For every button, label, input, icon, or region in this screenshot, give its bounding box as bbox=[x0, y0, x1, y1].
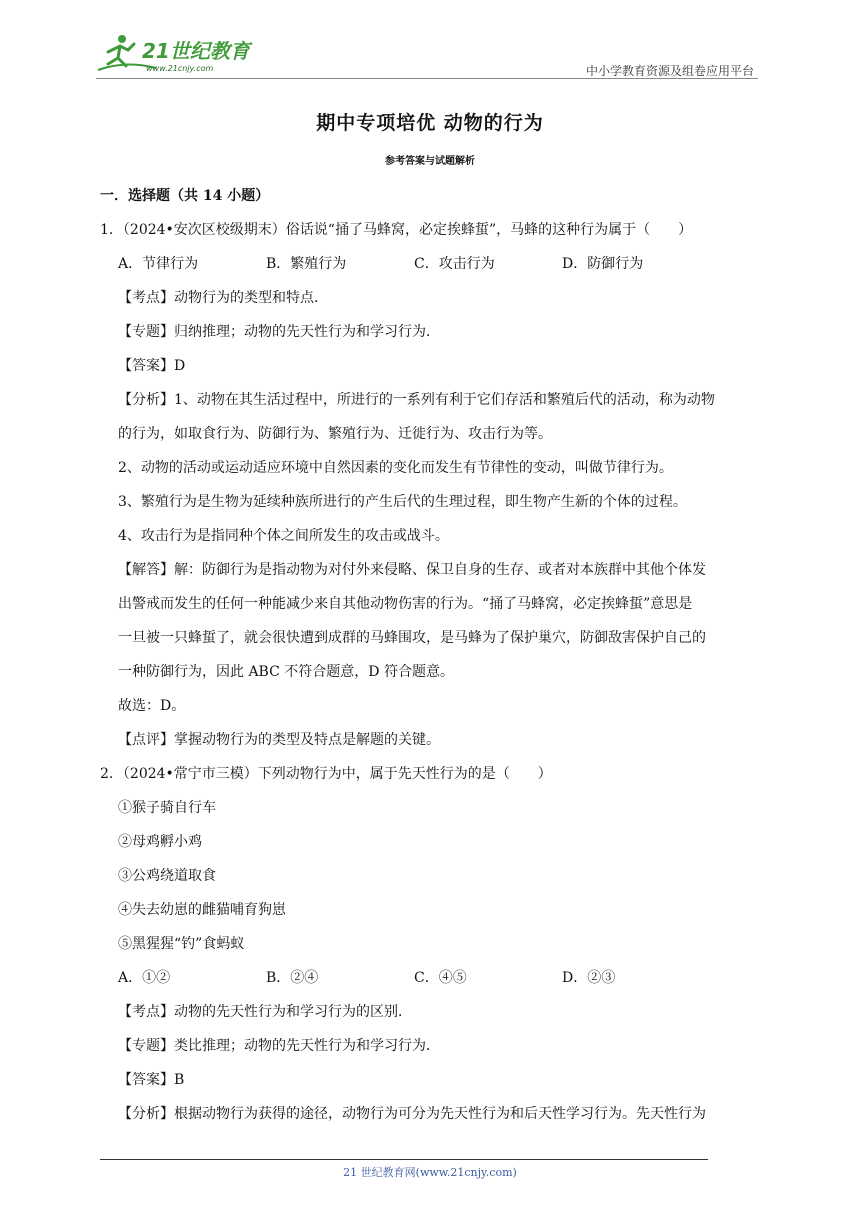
q1-comment: 【点评】掌握动物行为的类型及特点是解题的关键。 bbox=[118, 732, 440, 748]
option-c: C．④⑤ bbox=[414, 970, 467, 986]
option-c: C．攻击行为 bbox=[414, 256, 495, 272]
q1-analysis-line: 4、攻击行为是指同种个体之间所发生的攻击或战斗。 bbox=[118, 528, 449, 544]
platform-name: 中小学教育资源及组卷应用平台 bbox=[585, 64, 754, 78]
option-b: B．②④ bbox=[266, 970, 319, 986]
logo-wordmark: 21世纪教育 bbox=[142, 39, 250, 63]
footer-text: 21 世纪教育网(www.21cnjy.com) bbox=[343, 1166, 517, 1179]
q1-solution-line: 【解答】解：防御行为是指动物为对付外来侵略、保卫自身的生存、或者对本族群中其他个体发 bbox=[118, 562, 706, 578]
q2-zhuanti: 【专题】类比推理；动物的先天性行为和学习行为． bbox=[118, 1038, 440, 1054]
q2-analysis-line: 【分析】根据动物行为获得的途径，动物行为可分为先天性行为和后天性学习行为。先天性行为 bbox=[118, 1106, 706, 1122]
q1-analysis-line: 的行为，如取食行为、防御行为、繁殖行为、迁徙行为、攻击行为等。 bbox=[118, 426, 552, 442]
option-d: D．防御行为 bbox=[562, 256, 644, 272]
logo bbox=[96, 30, 266, 76]
q2-item: ④失去幼崽的雌猫哺育狗崽 bbox=[118, 902, 286, 918]
question-1-stem: 1．（2024•安次区校级期末）俗话说“捅了马蜂窝，必定挨蜂蜇”，马蜂的这种行为属于（ ） bbox=[100, 222, 693, 238]
q1-answer: 【答案】D bbox=[118, 358, 186, 374]
q2-item: ②母鸡孵小鸡 bbox=[118, 834, 202, 850]
q1-kaodian: 【考点】动物行为的类型和特点． bbox=[118, 290, 328, 306]
q2-kaodian: 【考点】动物的先天性行为和学习行为的区别． bbox=[118, 1004, 412, 1020]
option-b: B．繁殖行为 bbox=[266, 256, 347, 272]
page-title: 期中专项培优 动物的行为 bbox=[316, 112, 544, 134]
header-divider bbox=[96, 78, 758, 79]
question-2-stem: 2．（2024•常宁市三模）下列动物行为中，属于先天性行为的是（ ） bbox=[100, 766, 552, 782]
q2-item: ①猴子骑自行车 bbox=[118, 800, 216, 816]
page-header bbox=[96, 30, 758, 80]
q2-answer: 【答案】B bbox=[118, 1072, 185, 1088]
option-a: A．①② bbox=[118, 970, 171, 986]
document-body bbox=[100, 184, 764, 1136]
q1-solution-line: 一种防御行为，因此 ABC 不符合题意，D 符合题意。 bbox=[118, 664, 454, 680]
q1-solution-line: 出警戒而发生的任何一种能减少来自其他动物伤害的行为。“捅了马蜂窝，必定挨蜂蜇”意思是 bbox=[118, 596, 693, 612]
logo-url: www.21cnjy.com bbox=[146, 64, 214, 73]
footer-divider bbox=[100, 1159, 708, 1160]
q1-analysis-line: 【分析】1、动物在其生活过程中，所进行的一系列有利于它们存活和繁殖后代的活动，称为动物 bbox=[118, 392, 715, 408]
option-a: A．节律行为 bbox=[118, 256, 199, 272]
q1-zhuanti: 【专题】归纳推理；动物的先天性行为和学习行为． bbox=[118, 324, 440, 340]
q2-item: ③公鸡绕道取食 bbox=[118, 868, 216, 884]
option-d: D．②③ bbox=[562, 970, 616, 986]
section-heading: 一．选择题（共 14 小题） bbox=[100, 188, 270, 204]
q2-item: ⑤黑猩猩“钓”食蚂蚁 bbox=[118, 936, 245, 952]
q1-solution-line: 一旦被一只蜂蜇了，就会很快遭到成群的马蜂围攻，是马蜂为了保护巢穴，防御敌害保护自己的 bbox=[118, 630, 706, 646]
question-2-options bbox=[100, 966, 764, 1000]
q1-analysis-line: 2、动物的活动或运动适应环境中自然因素的变化而发生有节律性的变动，叫做节律行为。 bbox=[118, 460, 673, 476]
question-1-options bbox=[100, 252, 764, 286]
q1-analysis-line: 3、繁殖行为是生物为延续种族所进行的产生后代的生理过程，即生物产生新的个体的过程。 bbox=[118, 494, 687, 510]
page-subtitle: 参考答案与试题解析 bbox=[385, 156, 475, 167]
q1-conclusion: 故选：D。 bbox=[118, 698, 186, 714]
